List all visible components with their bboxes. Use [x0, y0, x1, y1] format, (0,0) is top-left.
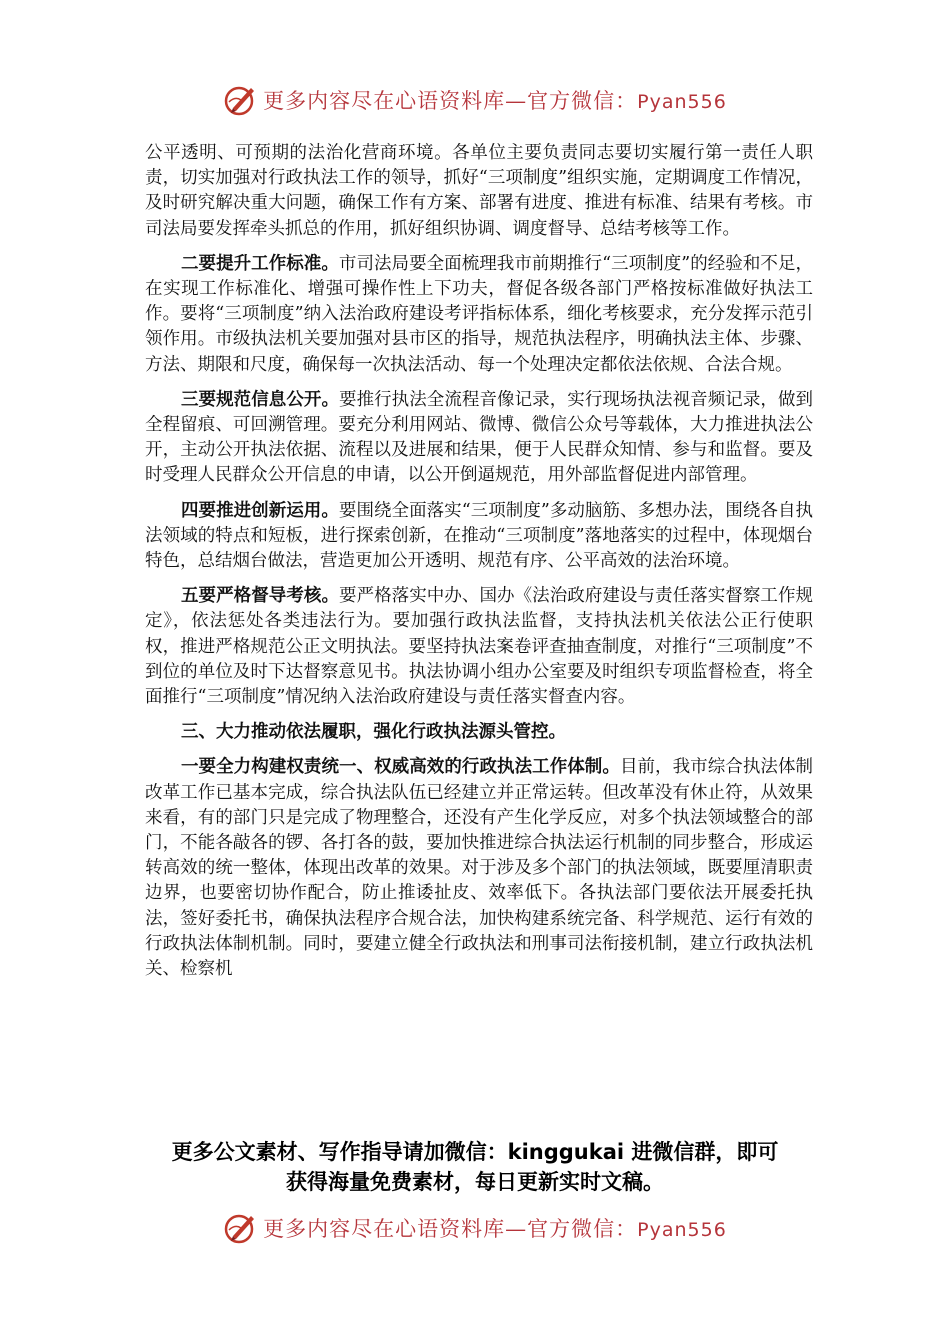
paragraph-body: 要严格落实中办、国办《法治政府建设与责任落实督察工作规定》，依法惩处各类违法行为。要加强行政执法监督，支持执法机关依法公正行使职权，推进严格规范公正文明执法。要坚持执法案卷评查抽查制度，对推行“三项制度”不到位的单位及时下达督察意见书。执法协调小组办公室要及时组织专项监督检查，将全面推行“三项制度”情况纳入法治政府建设与责任落实督查内容。	[145, 586, 813, 708]
paragraph	[145, 755, 813, 982]
footer-banner	[0, 1208, 950, 1248]
paragraph	[145, 252, 813, 378]
paragraph: 公平透明、可预期的法治化营商环境。各单位主要负责同志要切实履行第一责任人职责，切实加强对行政执法工作的领导，抓好“三项制度”组织实施，定期调度工作情况，及时研究解决重大问题，确保工作有方案、部署有进度、推进有标准、结果有考核。市司法局要发挥牵头抓总的作用，抓好组织协调、调度督导、总结考核等工作。	[145, 143, 813, 239]
paragraph-lead: 四要推进创新运用。	[181, 500, 339, 521]
paragraph	[145, 388, 813, 489]
section-heading: 三、大力推动依法履职，强化行政执法源头管控。	[181, 722, 566, 743]
paragraph	[145, 584, 813, 710]
banner-text	[263, 85, 727, 115]
paragraph-lead: 五要严格督导考核。	[181, 586, 340, 607]
paragraph-lead: 三要规范信息公开。	[181, 389, 340, 410]
document-body	[145, 141, 813, 992]
pen-logo-icon	[223, 82, 259, 118]
banner-wechat-id: Pyan556	[637, 91, 727, 113]
banner-text-cn: 更多内容尽在心语资料库—官方微信：	[263, 1217, 638, 1241]
paragraph-body: 目前，我市综合执法体制改革工作已基本完成，综合执法队伍已经建立并正常运转。但改革没有休止符，从效果来看，有的部门只是完成了物理整合，还没有产生化学反应，对多个执法领域整合的部门，不能各敲各的锣、各打各的鼓，要加快推进综合执法运行机制的同步整合，形成运转高效的统一整体，体现出改革的效果。对于涉及多个部门的执法领域，既要厘清职责边界，也要密切协作配合，防止推诿扯皮、效率低下。各执法部门要依法开展委托执法，签好委托书，确保执法程序合规合法，加快构建系统完备、科学规范、运行有效的行政执法体制机制。同时，要建立健全行政执法和刑事司法衔接机制，建立行政执法机关、检察机	[145, 757, 814, 980]
banner-text-cn: 更多内容尽在心语资料库—官方微信：	[263, 89, 638, 113]
paragraph	[145, 499, 813, 575]
promo-note	[0, 1137, 950, 1197]
pen-logo-icon	[223, 1210, 259, 1246]
paragraph-lead: 一要全力构建权责统一、权威高效的行政执法工作体制。	[181, 757, 620, 778]
paragraph-body: 市司法局要全面梳理我市前期推行“三项制度”的经验和不足，在实现工作标准化、增强可操作性上下功夫，督促各级各部门严格按标准做好执法工作。要将“三项制度”纳入法治政府建设考评指标体系，细化考核要求，充分发挥示范引领作用。市级执法机关要加强对县市区的指导，规范执法程序，明确执法主体、步骤、方法、期限和尺度，确保每一次执法活动、每一个处理决定都依法依规、合法合规。	[145, 253, 813, 375]
paragraph-body: 要推行执法全流程音像记录，实行现场执法视音频记录，做到全程留痕、可回溯管理。要充分利用网站、微博、微信公众号等载体，大力推进执法公开，主动公开执法依据、流程以及进展和结果，便于人民群众知情、参与和监督。要及时受理人民群众公开信息的申请，以公开倒逼规范，用外部监督促进内部管理。	[145, 389, 813, 486]
banner-wechat-id: Pyan556	[637, 1219, 727, 1241]
banner-text	[263, 1213, 727, 1243]
promo-line-1: 更多公文素材、写作指导请加微信：kinggukai 进微信群，即可	[171, 1140, 779, 1164]
paragraph-body: 要围绕全面落实“三项制度”多动脑筋、多想办法，围绕各自执法领域的特点和短板，进行探索创新，在推动“三项制度”落地落实的过程中，体现烟台特色，总结烟台做法，营造更加公开透明、规范有序、公平高效的法治环境。	[145, 500, 813, 572]
header-banner	[0, 80, 950, 120]
promo-line-2: 获得海量免费素材，每日更新实时文稿。	[286, 1170, 664, 1194]
paragraph-lead: 二要提升工作标准。	[181, 253, 339, 274]
